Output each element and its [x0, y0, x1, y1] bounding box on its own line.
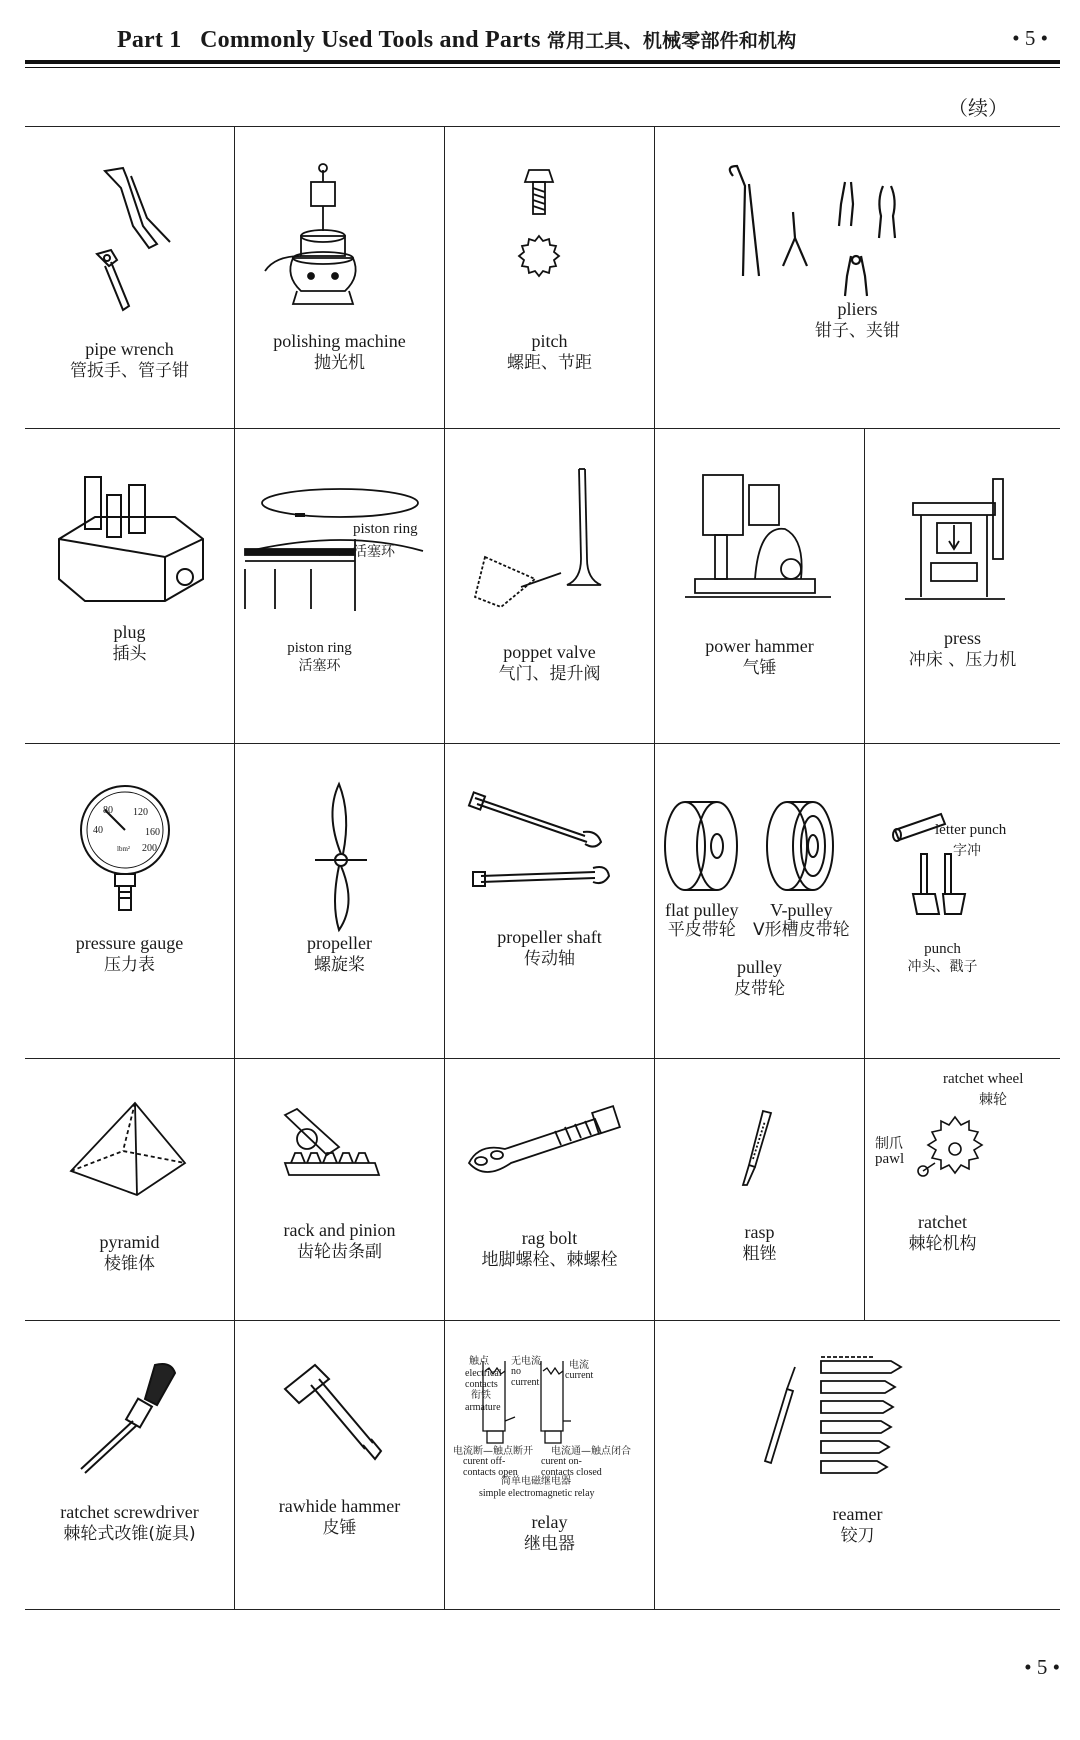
- term-zh: 螺旋桨: [314, 954, 365, 975]
- poppet-valve-illustration: [445, 429, 654, 743]
- cell-poppet-valve: [445, 429, 654, 743]
- term-zh: 铰刀: [840, 1525, 875, 1546]
- callout-en: piston ring: [353, 521, 418, 537]
- term-zh: 传动轴: [524, 948, 575, 969]
- relay-armature-en: armature: [465, 1402, 501, 1413]
- callout-zh: 活塞环: [353, 544, 395, 560]
- header-title-zh: 常用工具、机械零部件和机构: [546, 30, 797, 52]
- term-zh: 棱锥体: [104, 1253, 155, 1274]
- plug-illustration: [25, 429, 234, 743]
- relay-armature-zh: 衔铁: [471, 1390, 491, 1401]
- cell-pitch: [445, 126, 654, 428]
- letter-punch-en: letter punch: [935, 822, 1007, 838]
- term-en: polishing machine: [273, 331, 406, 351]
- pawl-en: pawl: [875, 1151, 905, 1167]
- header-part: Part 1: [117, 27, 182, 53]
- relay-current-en: current: [565, 1370, 594, 1381]
- relay-current-zh: 电流: [569, 1360, 589, 1371]
- relay-off-en: curent off-contacts open: [463, 1456, 518, 1478]
- relay-off-zh: 电流断—触点断开: [453, 1446, 533, 1457]
- ratchet-screwdriver-illustration: [25, 1321, 234, 1609]
- term-zh: 冲床 、压力机: [908, 649, 1017, 670]
- header-title: [117, 26, 796, 54]
- term-zh: 棘轮式改锥(旋具): [63, 1523, 196, 1544]
- term-en: reamer: [832, 1504, 883, 1524]
- cell-ratchet-screwdriver: [25, 1321, 234, 1609]
- flat-pulley-label: [665, 900, 738, 940]
- cell-reamer: [655, 1321, 1060, 1609]
- cell-propeller-shaft: [445, 744, 654, 1058]
- cell-pyramid: [25, 1059, 234, 1320]
- term-en: pliers: [837, 299, 878, 319]
- term-en: press: [944, 628, 981, 648]
- relay-no-current-en: no current: [511, 1366, 540, 1388]
- header-rule-thick: [25, 60, 1060, 64]
- cell-polishing-machine: [235, 126, 444, 428]
- term-zh: 活塞环: [298, 657, 341, 674]
- term-en: pyramid: [99, 1232, 160, 1252]
- flat-pulley-zh: 平皮带轮: [667, 919, 736, 940]
- term-en: propeller: [307, 933, 372, 953]
- term-en: rawhide hammer: [278, 1496, 401, 1516]
- pitch-illustration: [445, 126, 654, 428]
- term-en: poppet valve: [503, 642, 596, 662]
- cell-pipe-wrench: [25, 126, 234, 428]
- pyramid-illustration: [25, 1059, 234, 1320]
- term-en: piston ring: [287, 640, 352, 656]
- term-en: rasp: [744, 1222, 775, 1242]
- relay-caption-en: simple electromagnetic relay: [479, 1488, 595, 1499]
- rasp-illustration: [655, 1059, 864, 1320]
- table-rule: [25, 1609, 1060, 1610]
- term-en: pitch: [531, 331, 568, 351]
- term-zh: 冲头、戳子: [907, 958, 978, 975]
- cell-relay: [445, 1321, 654, 1609]
- term-en: rag bolt: [521, 1228, 578, 1248]
- term-en: power hammer: [705, 636, 814, 656]
- cell-pliers: [655, 126, 1060, 428]
- header-title-en: Commonly Used Tools and Parts: [200, 27, 541, 53]
- gauge-tick: 40: [93, 825, 103, 836]
- footer-page-number: • 5 •: [1024, 1655, 1060, 1679]
- reamer-illustration: [655, 1321, 1060, 1609]
- term-en: ratchet: [918, 1212, 967, 1232]
- term-zh: 螺距、节距: [507, 352, 592, 373]
- term-zh: 地脚螺栓、棘螺栓: [481, 1249, 618, 1270]
- cell-rawhide-hammer: [235, 1321, 444, 1609]
- term-zh: 继电器: [524, 1533, 575, 1554]
- relay-no-current-zh: 无电流: [511, 1356, 541, 1367]
- v-pulley-zh: V形槽皮带轮: [753, 919, 850, 940]
- v-pulley-en: V-pulley: [770, 900, 833, 920]
- term-zh: 插头: [112, 643, 147, 664]
- rag-bolt-illustration: [445, 1059, 654, 1320]
- cell-rack-and-pinion: [235, 1059, 444, 1320]
- v-pulley-label: [753, 900, 850, 940]
- term-table: [25, 126, 1060, 1610]
- cell-press: [865, 429, 1060, 743]
- cell-piston-ring: [235, 429, 444, 743]
- term-en: plug: [113, 622, 146, 642]
- term-zh: 粗锉: [742, 1243, 777, 1264]
- term-en: pressure gauge: [75, 933, 184, 953]
- continued-mark: （续）: [948, 96, 1008, 120]
- rack-and-pinion-illustration: [235, 1059, 444, 1320]
- propeller-illustration: [235, 744, 444, 1058]
- flat-pulley-en: flat pulley: [665, 900, 739, 920]
- cell-pressure-gauge: [25, 744, 234, 1058]
- cell-punch: [865, 744, 1060, 1058]
- cell-propeller: [235, 744, 444, 1058]
- gauge-tick: 160: [145, 827, 160, 838]
- term-zh: 钳子、夹钳: [815, 320, 900, 341]
- header-rule-thin: [25, 67, 1060, 68]
- rawhide-hammer-illustration: [235, 1321, 444, 1609]
- term-en: pulley: [737, 957, 782, 977]
- ratchet-illustration: [865, 1059, 1060, 1320]
- term-en: relay: [531, 1512, 568, 1532]
- term-zh: 气锤: [742, 657, 777, 678]
- term-en: rack and pinion: [283, 1220, 396, 1240]
- term-en: pipe wrench: [85, 339, 174, 359]
- term-zh: 压力表: [104, 954, 155, 975]
- term-en: ratchet screwdriver: [60, 1502, 199, 1522]
- cell-ratchet: [865, 1059, 1060, 1320]
- term-zh: 抛光机: [314, 352, 365, 373]
- term-en: punch: [924, 941, 961, 957]
- term-zh: 皮带轮: [734, 978, 785, 999]
- gauge-tick: 80: [103, 805, 113, 816]
- relay-contacts-zh: 触点: [469, 1356, 489, 1367]
- relay-on-zh: 电流通—触点闭合: [551, 1446, 631, 1457]
- pressure-gauge-illustration: [25, 744, 234, 1058]
- running-header: [25, 18, 1060, 64]
- pipe-wrench-illustration: [25, 126, 234, 428]
- propeller-shaft-illustration: [445, 744, 654, 1058]
- term-zh: 齿轮齿条副: [297, 1241, 382, 1262]
- relay-contacts-en: electrical contacts: [465, 1368, 502, 1390]
- letter-punch-zh: 字冲: [953, 843, 981, 859]
- pawl-zh: 制爪: [875, 1136, 903, 1152]
- power-hammer-illustration: [655, 429, 864, 743]
- pliers-illustration: [655, 126, 1060, 428]
- gauge-tick: 200: [142, 843, 157, 854]
- ratchet-wheel-zh: 棘轮: [979, 1092, 1007, 1108]
- term-en: propeller shaft: [497, 927, 602, 947]
- press-illustration: [865, 429, 1060, 743]
- cell-rag-bolt: [445, 1059, 654, 1320]
- term-zh: 棘轮机构: [908, 1233, 977, 1254]
- header-page-number: • 5 •: [1012, 26, 1048, 50]
- term-zh: 气门、提升阀: [498, 663, 601, 684]
- term-zh: 管扳手、管子钳: [70, 360, 189, 381]
- gauge-unit: lbm²: [117, 845, 130, 853]
- term-zh: 皮锤: [322, 1517, 357, 1538]
- relay-caption-zh: 简单电磁继电器: [501, 1476, 571, 1487]
- ratchet-wheel-en: ratchet wheel: [943, 1071, 1024, 1087]
- cell-power-hammer: [655, 429, 864, 743]
- cell-rasp: [655, 1059, 864, 1320]
- cell-plug: [25, 429, 234, 743]
- relay-on-en: curent on-contacts closed: [541, 1456, 602, 1478]
- punch-illustration: [865, 744, 1060, 1058]
- piston-ring-illustration: [235, 429, 444, 743]
- polishing-machine-illustration: [235, 126, 444, 428]
- gauge-tick: 120: [133, 807, 148, 818]
- cell-pulley: [655, 744, 864, 1058]
